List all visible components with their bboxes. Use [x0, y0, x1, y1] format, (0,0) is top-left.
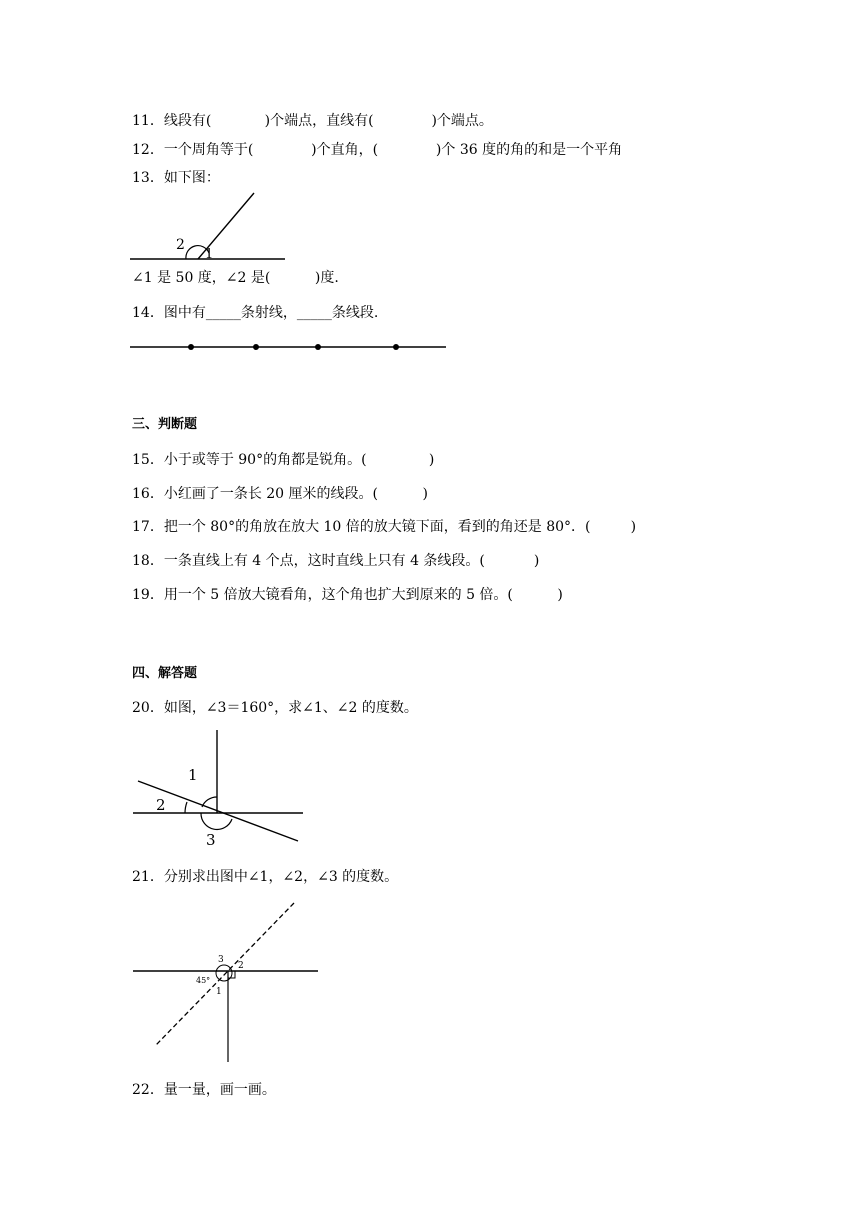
fig20-arc-2: [185, 802, 187, 813]
question-17: 17．把一个 80°的角放在放大 10 倍的放大镜下面，看到的角还是 80°．( ): [132, 519, 637, 535]
question-18: 18．一条直线上有 4 个点，这时直线上只有 4 条线段。( ): [132, 553, 540, 569]
question-12: 12．一个周角等于( )个直角，( )个 36 度的角的和是一个平角: [132, 142, 623, 158]
question-19: 19．用一个 5 倍放大镜看角，这个角也扩大到原来的 5 倍。( ): [132, 587, 563, 603]
fig21-label-2: 2: [238, 961, 244, 971]
figure-14-line: [130, 340, 450, 354]
fig14-point: [253, 344, 259, 350]
question-13: 13．如下图：: [132, 170, 220, 186]
fig20-label-1: 1: [188, 766, 198, 784]
fig21-dashed-line: [156, 903, 294, 1045]
question-22: 22．量一量，画一画。: [132, 1082, 276, 1098]
figure-20-angles: [130, 728, 310, 853]
fig20-label-2: 2: [156, 796, 166, 814]
question-13-answer: ∠1 是 50 度，∠2 是( )度.: [132, 270, 339, 286]
fig21-label-1: 1: [216, 987, 222, 997]
fig13-label-1: 1: [205, 247, 214, 262]
question-20: 20．如图，∠3＝160°，求∠1、∠2 的度数。: [132, 700, 418, 716]
section-heading-answer: 四、解答题: [132, 666, 198, 681]
fig21-vertex-arc: [216, 965, 232, 981]
question-21: 21．分别求出图中∠1，∠2，∠3 的度数。: [132, 869, 399, 885]
question-15: 15．小于或等于 90°的角都是锐角。( ): [132, 452, 435, 468]
section-heading-judge: 三、判断题: [132, 417, 198, 432]
question-16: 16．小红画了一条长 20 厘米的线段。( ): [132, 486, 428, 502]
fig13-label-2: 2: [176, 237, 185, 253]
fig21-label-45: 45°: [196, 976, 211, 985]
fig20-label-3: 3: [206, 831, 216, 849]
question-11: 11．线段有( )个端点，直线有( )个端点。: [132, 113, 493, 129]
fig14-point: [315, 344, 321, 350]
fig14-point: [188, 344, 194, 350]
figure-21-angles: [130, 900, 325, 1065]
fig14-point: [393, 344, 399, 350]
fig21-label-3: 3: [218, 955, 224, 965]
question-14: 14．图中有_____条射线，_____条线段.: [132, 305, 379, 321]
figure-13-angle: [130, 190, 290, 265]
fig20-arc-3: [201, 813, 232, 829]
